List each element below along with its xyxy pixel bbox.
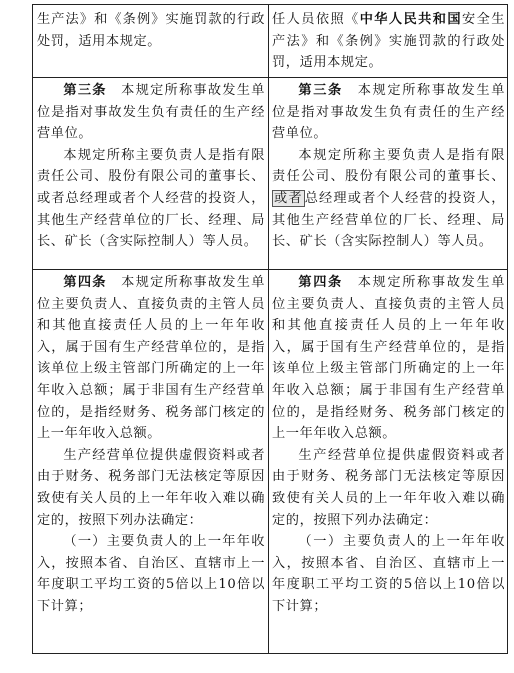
- row-divider-2: [33, 269, 507, 270]
- article-3-right-heading: 第三条: [298, 83, 343, 98]
- row3-left-cell: [37, 272, 265, 652]
- article-3-right-p2-a: 本规定所称主要负责人是指有限责任公司、股份有限公司的董事长、: [272, 147, 505, 185]
- article-3-right-p1-text: 本规定所称事故发生单位是指对事故发生负有责任的生产经营单位。: [272, 83, 505, 142]
- article-3-left-p2: 本规定所称主要负责人是指有限责任公司、股份有限公司的董事长、或者总经理或者个人经营的投资人，其他生产经营单位的厂长、经理、局长、矿长（含实际控制人）等人员。: [37, 147, 265, 250]
- row1-right-bold-term: 中华人民共和国: [359, 12, 462, 27]
- row-divider-1: [33, 77, 507, 78]
- article-4-right-p3: （一）主要负责人的上一年年收入，按照本省、自治区、直辖市上一年度职工平均工资的5倍以上10倍以下计算；: [272, 534, 505, 614]
- article-4-left-p1-text: 本规定所称事故发生单位主要负责人、直接负责的主管人员和其他直接责任人员的上一年年收入，属于国有生产经营单位的，是指该单位上级主管部门所确定的上一年年收入总额；属于非国有生产经营单位的，是指经财务、税务部门核定的上一年年收入总额。: [37, 275, 265, 442]
- article-3-left-p1-text: 本规定所称事故发生单位是指对事故发生负有责任的生产经营单位。: [37, 83, 265, 142]
- article-4-left-p3: （一）主要负责人的上一年年收入，按照本省、自治区、直辖市上一年度职工平均工资的5倍以上10倍以下计算；: [37, 534, 265, 614]
- row2-right-cell: [272, 80, 505, 268]
- column-divider: [268, 5, 269, 653]
- row1-left-text: 生产法》和《条例》实施罚款的行政处罚，适用本规定。: [37, 12, 265, 49]
- row2-left-cell: [37, 80, 265, 268]
- article-4-right-p1-text: 本规定所称事故发生单位主要负责人、直接负责的主管人员和其他直接责任人员的上一年年收入，属于国有生产经营单位的，是指该单位上级主管部门所确定的上一年年收入总额；属于非国有生产经营单位的，是指经财务、税务部门核定的上一年年收入总额。: [272, 275, 505, 442]
- article-3-right-p1: [272, 80, 505, 145]
- article-4-right-p1: [272, 272, 505, 445]
- article-3-left-p1: [37, 80, 265, 145]
- row1-right-cell: [272, 9, 505, 75]
- row1-right-text: [272, 9, 505, 74]
- row3-right-cell: [272, 272, 505, 652]
- article-3-right-p2: [272, 145, 505, 253]
- row1-left-cell: [37, 9, 265, 75]
- comparison-table: [32, 4, 508, 654]
- article-4-right-p2: 生产经营单位提供虚假资料或者由于财务、税务部门无法核定等原因致使有关人员的上一年年收入难以确定的，按照下列办法确定：: [272, 447, 505, 528]
- article-4-right-heading: 第四条: [298, 275, 343, 290]
- article-4-left-p1: [37, 272, 265, 445]
- article-4-left-heading: 第四条: [63, 275, 107, 290]
- row1-right-text-a: 任人员依照《: [272, 12, 360, 27]
- highlighted-change: 或者: [274, 190, 303, 206]
- article-3-left-heading: 第三条: [63, 83, 107, 98]
- article-4-left-p2: 生产经营单位提供虚假资料或者由于财务、税务部门无法核定等原因致使有关人员的上一年年收入难以确定的，按照下列办法确定：: [37, 447, 265, 528]
- article-3-right-p2-b: 总经理或者个人经营的投资人，其他生产经营单位的厂长、经理、局长、矿长（含实际控制人）等人员。: [272, 190, 505, 250]
- row1-right-text-b: 安全生产法》和《条例》实施罚款的行政处罚，适用本规定。: [272, 12, 505, 71]
